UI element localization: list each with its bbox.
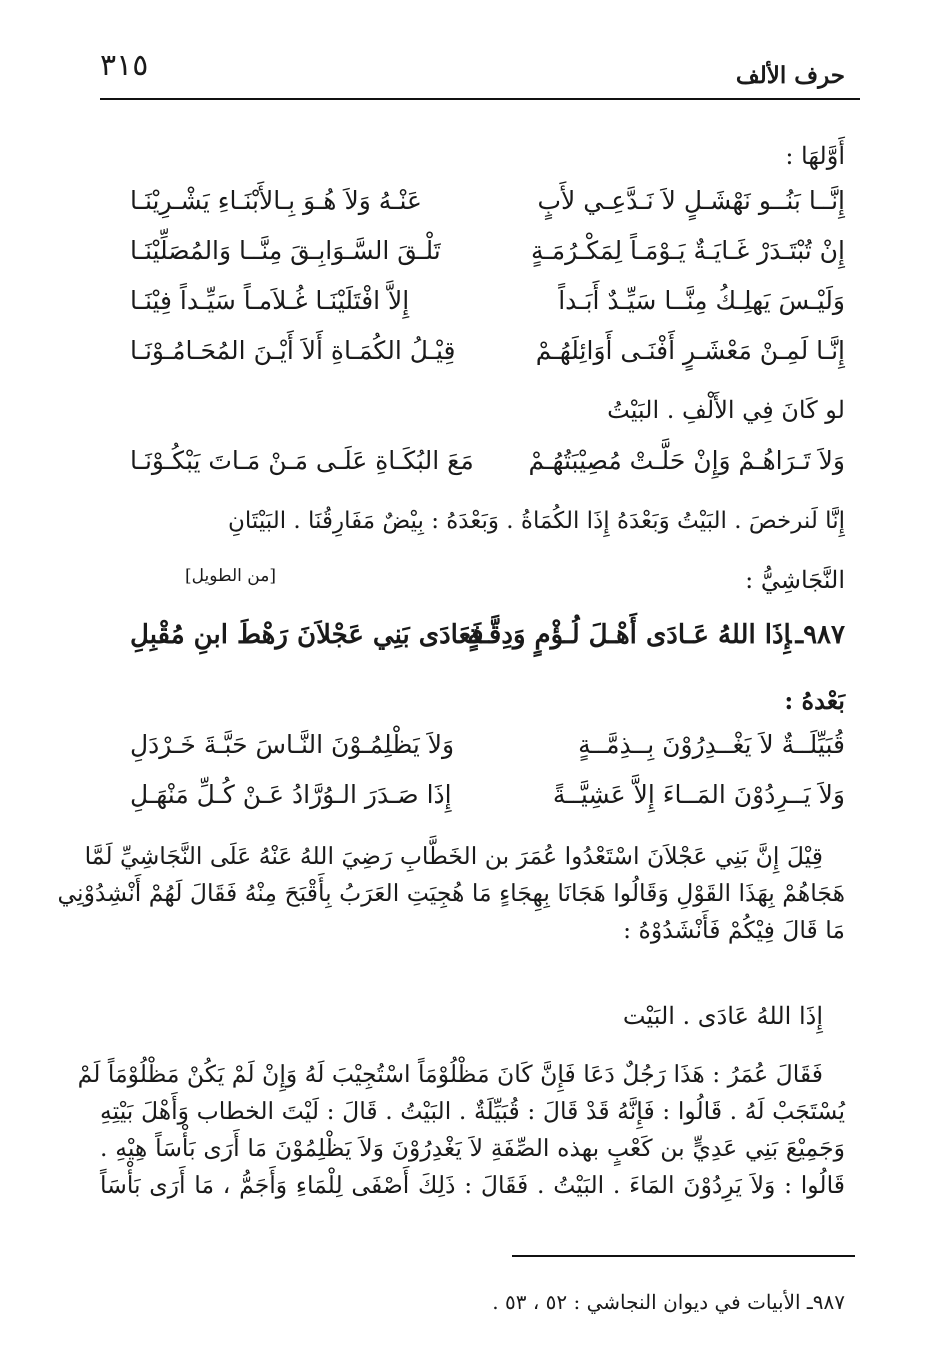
paragraph-line: هَجَاهُمْ بِهَذَا القَوْلِ وَقَالُوا هَجَانَا بِهِجَاءٍ مَا هُجِيَتِ العَرَبُ بِأَقْبَحَ مِنْهُ فَقَالَ لَهُمْ أَنْشِدُوْنِي bbox=[57, 879, 845, 907]
main-verse bbox=[100, 620, 845, 666]
verse-hemistich-first: إِنَّــا بَنُــو نَهْشَـلٍ لاَ نَـدَّعِـي لأَبٍ bbox=[537, 186, 845, 215]
verse-line bbox=[100, 730, 845, 776]
paragraph-line: قَالُوا : وَلاَ يَرِدُوْنَ المَاءَ . البَيْتُ . فَقَالَ : ذَلِكَ أَصْفَى لِلْمَاءِ وَأَجَمُّ ، مَا أَرَى بَأْسَاً bbox=[100, 1171, 845, 1199]
verse-line bbox=[100, 336, 845, 382]
verse-hemistich-first: وَلاَ يَــرِدُوْنَ المَــاءَ إِلاَّ عَشِيَّــةً bbox=[552, 780, 845, 809]
verse-hemistich-second: مَعَ البُكَـاةِ عَلَـى مَـنْ مَـاتَ يَبْكُـوْنَـا bbox=[130, 446, 474, 475]
footnote: ٩٨٧ـ الأبيات في ديوان النجاشي : ٥٢ ، ٥٣ . bbox=[492, 1290, 845, 1314]
header-divider bbox=[100, 98, 860, 100]
verse-hemistich-second: عَنْـهُ وَلاَ هُـوَ بِـالأَبْنَـاءِ يَشْـرِيْنَـا bbox=[130, 186, 422, 215]
prose-paragraph bbox=[57, 838, 845, 949]
verse-hemistich-first bbox=[467, 620, 845, 650]
verse-line bbox=[100, 186, 845, 232]
paragraph-line: قِيْلَ إِنَّ بَنِي عَجْلاَنَ اسْتَعْدُوا عُمَرَ بن الخَطَّابِ رَضِيَ اللهُ عَنْهُ عَلَى النَّجَاشِيِّ لَمَّا bbox=[84, 842, 823, 870]
verse-hemistich-second: إِذَا صَـدَرَ الـوُرَّادُ عَـنْ كُـلِّ مَنْهَـلِ bbox=[130, 780, 452, 809]
paragraph-line: وَجَمِيْعَ بَنِي عَدِيٍّ بن كَعْبٍ بهذه الصِّفَةِ لاَ يَغْدِرُوْنَ وَلاَ يَظْلِمُوْنَ مَا أَرَى بَأْسَاً هِيْهِ . bbox=[100, 1134, 845, 1162]
meter-label: [من الطويل] bbox=[185, 566, 276, 586]
verse-hemistich-first: وَلَيْـسَ يَهلِـكُ مِنَّــا سَيِّـدٌ أَبَـداً bbox=[558, 286, 845, 315]
after-label: بَعْدهُ : bbox=[784, 686, 845, 715]
page-number: ٣١٥ bbox=[100, 48, 149, 83]
verse-hemistich-second: إِلاَّ افْتَلَيْنَـا غُـلاَمـاً سَيِّـداً فِيْنَـا bbox=[130, 286, 410, 315]
verse-text: إِذَا اللهُ عَـادَى أَهْـلَ لُـؤْمٍ وَدِقَّـةٍ bbox=[467, 620, 792, 650]
verse-hemistich-first: وَلاَ تَـرَاهُـمْ وَإِنْ حَلَّـتْ مُصِيْبَتُهُـمْ bbox=[528, 446, 845, 475]
running-title: حرف الألف bbox=[735, 62, 845, 89]
paragraph-line: فَقَالَ عُمَرُ : هَذَا رَجُلٌ دَعَا فَإِنَّ كَانَ مَظْلُوْمَاً اسْتُجِيْبَ لَهُ وَإِنْ لَمْ يَكُنْ مَظْلُوْمَاً لَمْ bbox=[77, 1060, 823, 1088]
verse-line bbox=[100, 780, 845, 826]
verse-hemistich-second: وَلاَ يَظْلِمُـوْنَ النَّـاسَ حَبَّـةَ خَـرْدَلِ bbox=[130, 730, 455, 759]
intro-label: أَوَّلهَا : bbox=[785, 142, 845, 170]
verse-hemistich-second: تَلْـقَ السَّـوَابِـقَ مِنَّــا وَالمُصَلِّيْنَـا bbox=[130, 236, 441, 265]
footnote-divider bbox=[512, 1255, 855, 1257]
prose-paragraph bbox=[77, 1056, 845, 1204]
verse-hemistich-second: قِيْـلُ الكُمَـاةِ أَلاَ أَيْـنَ المُحَـامُـوْنَـا bbox=[130, 336, 456, 365]
verse-line bbox=[100, 236, 845, 282]
verse-hemistich-first: إِنْ تُبْتَـدَرْ غَـايَـةٌ يَـوْمَـاً لِمَكْـرُمَـةٍ bbox=[530, 236, 845, 265]
verse-hemistich-second: فَعَادَى بَنِي عَجْلاَنَ رَهْطَ ابنِ مُقْبِلِ bbox=[130, 620, 484, 650]
verse-hemistich-first: إِنَّـا لَمِـنْ مَعْشَـرٍ أَفْنَـى أَوَائِلَهُـمْ bbox=[535, 336, 845, 365]
note-line: إِنَّا لَنرخصَ . البَيْتُ وَبَعْدَهُ إِذَا الكُمَاةُ . وَبَعْدَهُ : بِيْضٌ مَفَارِقُنَا . البَيْتَانِ bbox=[227, 508, 845, 534]
paragraph-line: مَا قَالَ فِيْكُمْ فَأَنْشَدُوْهُ : bbox=[623, 916, 845, 944]
verse-number: ٩٨٧ـ bbox=[795, 620, 845, 650]
verse-line bbox=[100, 446, 845, 492]
verse-line bbox=[100, 286, 845, 332]
verse-hemistich-first: قُبَيِّلَــةٌ لاَ يَغْــدِرُوْنَ بِــذِمَّــةٍ bbox=[578, 730, 845, 759]
quote-line: إِذَا اللهُ عَادَى . البَيْت bbox=[622, 1002, 823, 1030]
note-line: لو كَانَ فِي الأَلْفِ . البَيْتُ bbox=[607, 396, 845, 424]
poet-label: النَّجَاشِيُّ : bbox=[745, 566, 845, 594]
paragraph-line: يُسْتَجَبْ لَهُ . قَالُوا : فَإِنَّهُ قَدْ قَالَ : قُبَيِّلَةٌ . البَيْتُ . قَالَ : لَيْتَ الخطاب وَأَهْلَ بَيْتِهِ bbox=[100, 1097, 845, 1125]
